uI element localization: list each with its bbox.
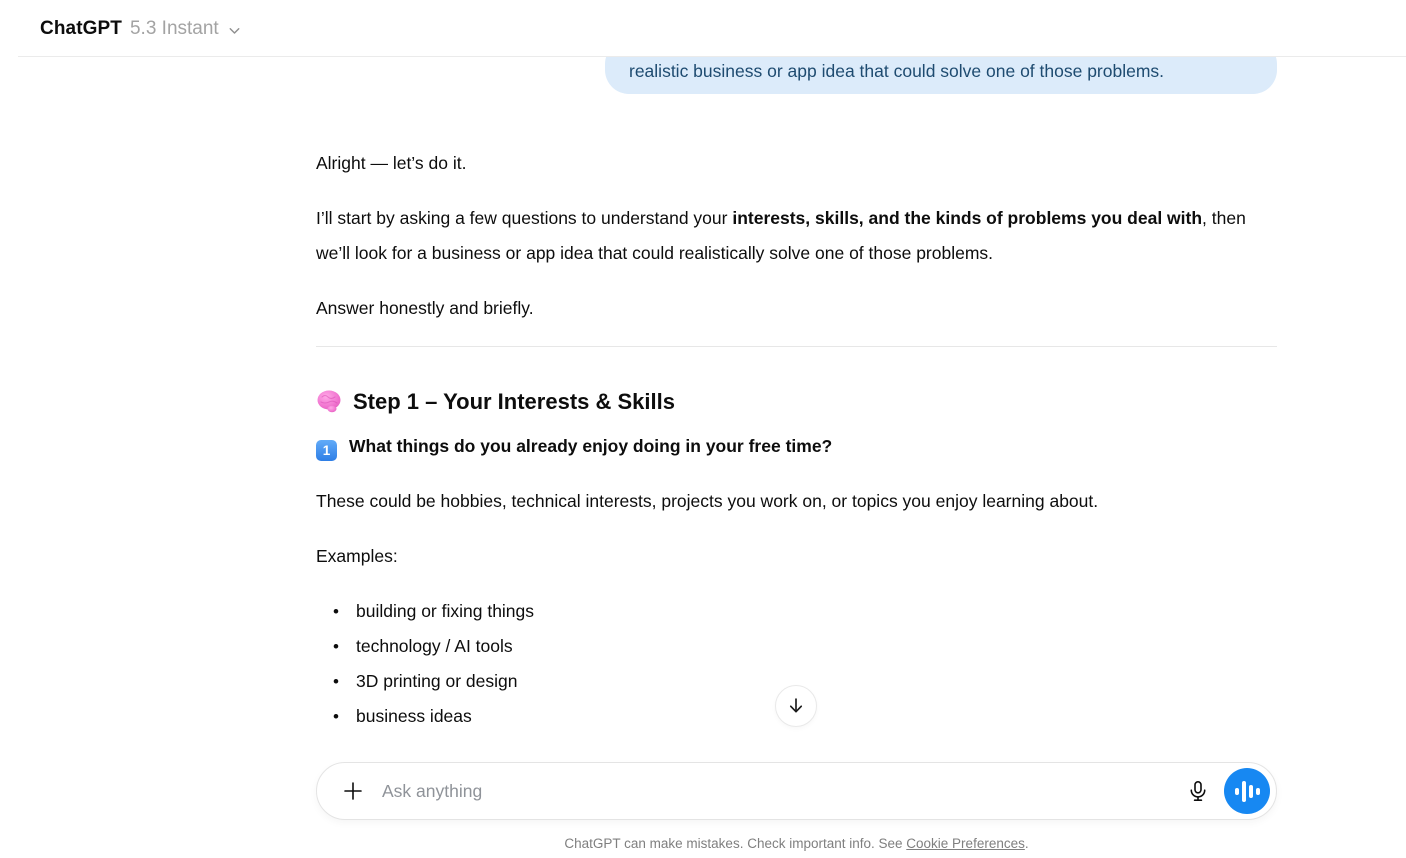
step-heading-text: Step 1 – Your Interests & Skills bbox=[353, 389, 675, 414]
disclaimer bbox=[316, 836, 1277, 851]
paragraph-text: , then we’ll look for a business or app idea that could realistically solve one of those problems. bbox=[316, 208, 1246, 263]
assistant-paragraph: Answer honestly and briefly. bbox=[316, 298, 534, 318]
paragraph-text: I’ll start by asking a few questions to understand your bbox=[316, 208, 733, 228]
disclaimer-period: . bbox=[1024, 836, 1029, 851]
model-name: 5.3 Instant bbox=[129, 17, 219, 39]
assistant-paragraph: Alright — let’s do it. bbox=[316, 153, 467, 173]
assistant-paragraph: These could be hobbies, technical interests, projects you work on, or topics you enjoy learning about. bbox=[316, 491, 1099, 511]
message-composer bbox=[316, 762, 1277, 820]
chevron-down-icon bbox=[226, 22, 243, 39]
list-item: • building or fixing things bbox=[356, 594, 1277, 629]
voice-waveform-icon bbox=[1235, 781, 1260, 802]
keycap-1-icon: 1 bbox=[316, 440, 337, 461]
assistant-paragraph bbox=[316, 201, 1277, 271]
chat-input[interactable] bbox=[382, 781, 1180, 802]
microphone-icon bbox=[1186, 779, 1210, 803]
user-message-text: realistic business or app idea that could solve one of those problems. bbox=[629, 61, 1165, 81]
step-heading bbox=[316, 384, 1277, 419]
examples-label: Examples: bbox=[316, 546, 398, 566]
cookie-preferences-link[interactable]: Cookie Preferences bbox=[906, 836, 1025, 851]
scroll-to-bottom-button[interactable] bbox=[775, 685, 817, 727]
list-item: • 3D printing or design bbox=[356, 664, 1277, 699]
list-item: • business ideas bbox=[356, 699, 1277, 734]
attach-button[interactable] bbox=[336, 774, 370, 808]
list-item: • technology / AI tools bbox=[356, 629, 1277, 664]
model-selector[interactable] bbox=[226, 22, 243, 39]
dictate-button[interactable] bbox=[1180, 773, 1216, 809]
brain-emoji-icon bbox=[316, 389, 343, 414]
paragraph-bold-text: interests, skills, and the kinds of problems you deal with bbox=[732, 208, 1203, 228]
top-bar bbox=[0, 0, 1406, 57]
section-divider bbox=[316, 346, 1277, 347]
question-line bbox=[316, 429, 1277, 464]
arrow-down-icon bbox=[785, 695, 807, 717]
app-title: ChatGPT bbox=[40, 17, 122, 39]
question-text: What things do you already enjoy doing in your free time? bbox=[349, 436, 833, 456]
disclaimer-text: ChatGPT can make mistakes. Check important info. See bbox=[564, 836, 907, 851]
assistant-message bbox=[316, 146, 1277, 734]
voice-mode-button[interactable] bbox=[1224, 768, 1270, 814]
plus-icon bbox=[341, 779, 365, 803]
